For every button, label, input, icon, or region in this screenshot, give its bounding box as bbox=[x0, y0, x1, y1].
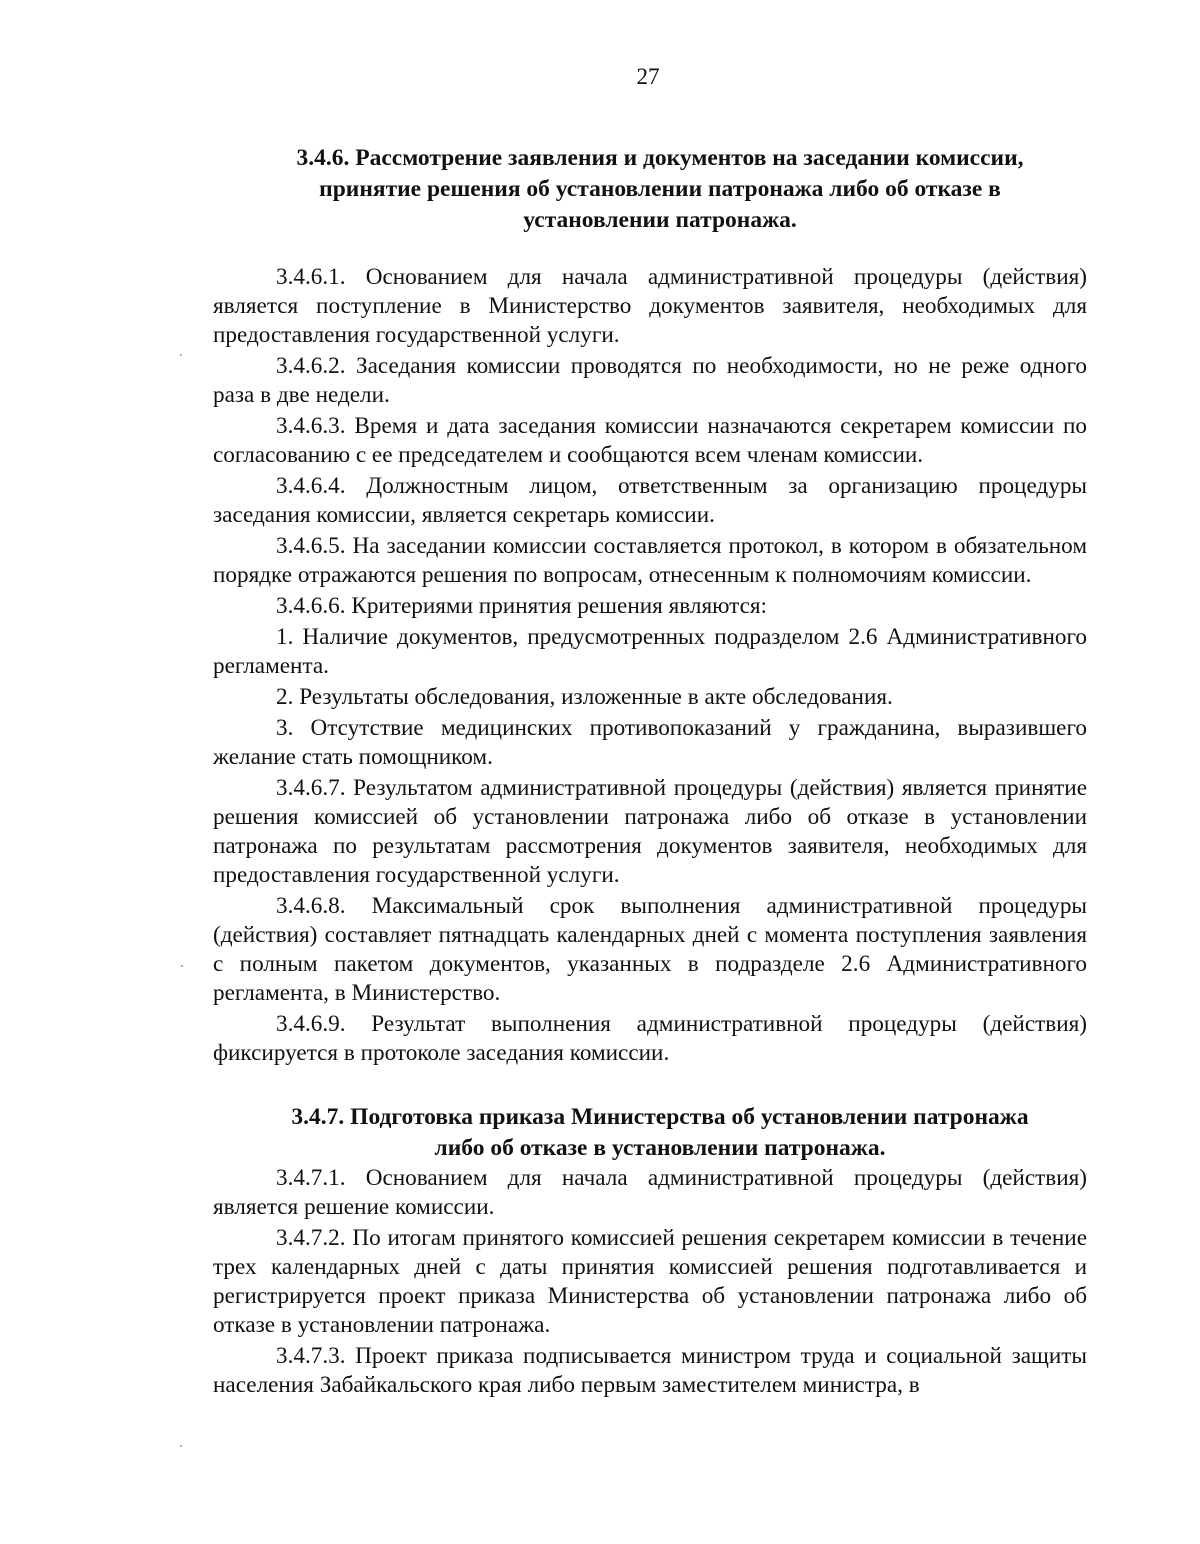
paragraph-3-4-6-1: 3.4.6.1. Основанием для начала административной процедуры (действия) является поступление в Министерство документов заявителя, необходимых для предоставления государственной услуги. bbox=[213, 264, 1087, 348]
paragraph-3-4-6-4: 3.4.6.4. Должностным лицом, ответственным за организацию процедуры заседания комиссии, является секретарь комиссии. bbox=[213, 473, 1087, 528]
heading-line: 3.4.7. Подготовка приказа Министерства об установлении патронажа bbox=[291, 1104, 1029, 1130]
heading-line: установлении патронажа. bbox=[523, 207, 797, 233]
heading-line: 3.4.6. Рассмотрение заявления и документов на заседании комиссии, bbox=[296, 145, 1024, 171]
scan-speck bbox=[181, 965, 183, 967]
paragraph-3-4-7-3: 3.4.7.3. Проект приказа подписывается министром труда и социальной защиты населения Забайкальского края либо первым заместителем министра, в bbox=[213, 1343, 1087, 1398]
paragraph-3-4-6-5: 3.4.6.5. На заседании комиссии составляется протокол, в котором в обязательном порядке отражаются решения по вопросам, отнесенным к полномочиям комиссии. bbox=[213, 533, 1087, 588]
criteria-item-3: 3. Отсутствие медицинских противопоказаний у гражданина, выразившего желание стать помощником. bbox=[213, 715, 1087, 770]
scan-speck bbox=[180, 1445, 182, 1447]
page-number: 27 bbox=[636, 64, 660, 89]
paragraph-3-4-6-8: 3.4.6.8. Максимальный срок выполнения административной процедуры (действия) составляет пятнадцать календарных дней с момента поступления заявления с полным пакетом документов, указанных в подразделе 2.6 Административного регламента, в Министерство. bbox=[213, 893, 1087, 1006]
section-heading-3-4-6 bbox=[213, 143, 1087, 236]
paragraph-3-4-7-1: 3.4.7.1. Основанием для начала административной процедуры (действия) является решение комиссии. bbox=[213, 1165, 1087, 1220]
section-heading-3-4-7 bbox=[213, 1102, 1087, 1164]
scan-speck bbox=[180, 354, 182, 356]
heading-line: либо об отказе в установлении патронажа. bbox=[434, 1135, 886, 1161]
paragraph-3-4-6-9: 3.4.6.9. Результат выполнения административной процедуры (действия) фиксируется в протоколе заседания комиссии. bbox=[213, 1011, 1087, 1066]
paragraph-3-4-6-2: 3.4.6.2. Заседания комиссии проводятся по необходимости, но не реже одного раза в две недели. bbox=[213, 353, 1087, 408]
criteria-item-1: 1. Наличие документов, предусмотренных подразделом 2.6 Административного регламента. bbox=[213, 624, 1087, 679]
heading-line: принятие решения об установлении патронажа либо об отказе в bbox=[319, 176, 1001, 202]
document-body bbox=[213, 143, 1087, 1400]
paragraph-3-4-6-3: 3.4.6.3. Время и дата заседания комиссии назначаются секретарем комиссии по согласованию с ее председателем и сообщаются всем членам комиссии. bbox=[213, 413, 1087, 468]
criteria-item-2: 2. Результаты обследования, изложенные в акте обследования. bbox=[276, 684, 893, 710]
paragraph-3-4-7-2: 3.4.7.2. По итогам принятого комиссией решения секретарем комиссии в течение трех календарных дней с даты принятия комиссией решения подготавливается и регистрируется проект приказа Министерства об установлении патронажа либо об отказе в установлении патронажа. bbox=[213, 1225, 1087, 1338]
paragraph-3-4-6-6: 3.4.6.6. Критериями принятия решения являются: bbox=[276, 593, 767, 619]
paragraph-3-4-6-7: 3.4.6.7. Результатом административной процедуры (действия) является принятие решения комиссией об установлении патронажа либо об отказе в установлении патронажа по результатам рассмотрения документов заявителя, необходимых для предоставления государственной услуги. bbox=[213, 775, 1087, 888]
